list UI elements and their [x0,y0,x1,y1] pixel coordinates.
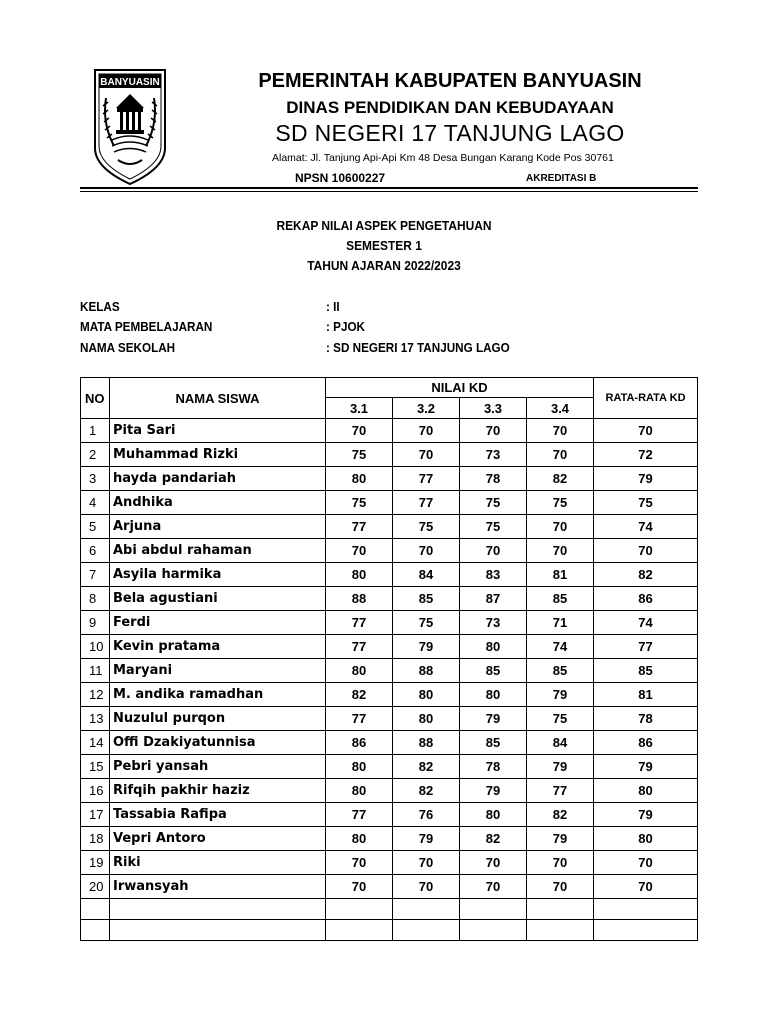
row-number: 13 [81,707,110,731]
kd-score: 83 [460,563,527,587]
kd-score: 82 [460,827,527,851]
kd-score: 82 [393,755,460,779]
average-score: 74 [594,515,698,539]
kd-score: 85 [527,587,594,611]
kd-score: 80 [326,779,393,803]
info-label-subject: MATA PEMBELAJARAN [80,319,213,334]
student-name: Ferdi [110,611,326,635]
table-row [81,659,698,683]
gov-name: PEMERINTAH KABUPATEN BANYUASIN [258,70,642,92]
kd-score: 70 [527,419,594,443]
table-row [81,491,698,515]
kd-score: 79 [527,827,594,851]
empty-cell [110,899,326,920]
kd-score: 77 [527,779,594,803]
student-name: Pita Sari [110,419,326,443]
student-name: Abi abdul rahaman [110,539,326,563]
student-name: Irwansyah [110,875,326,899]
row-number: 15 [81,755,110,779]
kd-score: 82 [326,683,393,707]
average-score: 85 [594,659,698,683]
student-name: Nuzulul purqon [110,707,326,731]
student-name: Tassabia Rafipa [110,803,326,827]
row-number: 18 [81,827,110,851]
kd-score: 75 [460,515,527,539]
kd-score: 76 [393,803,460,827]
kd-score: 75 [460,491,527,515]
empty-cell [81,899,110,920]
school-address: Alamat: Jl. Tanjung Api-Api Km 48 Desa Bungan Karang Kode Pos 30761 [272,152,614,164]
average-score: 78 [594,707,698,731]
empty-cell [326,899,393,920]
student-name: Andhika [110,491,326,515]
student-name: Offi Dzakiyatunnisa [110,731,326,755]
row-number: 14 [81,731,110,755]
kd-score: 70 [527,539,594,563]
empty-cell [81,920,110,941]
table-row [81,827,698,851]
empty-cell [393,920,460,941]
kd-score: 82 [527,467,594,491]
average-score: 86 [594,731,698,755]
kd-score: 75 [527,491,594,515]
kd-score: 70 [393,539,460,563]
kd-score: 70 [460,419,527,443]
kd-score: 70 [527,875,594,899]
average-score: 70 [594,419,698,443]
kd-score: 70 [460,539,527,563]
kd-score: 80 [326,755,393,779]
row-number: 8 [81,587,110,611]
dept-name: DINAS PENDIDIKAN DAN KEBUDAYAAN [286,98,614,117]
kd-score: 80 [393,707,460,731]
kd-score: 74 [527,635,594,659]
kd-score: 75 [527,707,594,731]
empty-cell [393,899,460,920]
row-number: 1 [81,419,110,443]
average-score: 74 [594,611,698,635]
kd-score: 77 [326,803,393,827]
header-kd-3-2: 3.2 [393,398,460,419]
average-score: 81 [594,683,698,707]
student-name: hayda pandariah [110,467,326,491]
kd-score: 70 [326,539,393,563]
row-number: 9 [81,611,110,635]
average-score: 79 [594,803,698,827]
empty-cell [460,920,527,941]
student-name: Kevin pratama [110,635,326,659]
table-row [81,875,698,899]
kd-score: 70 [393,851,460,875]
header-rule [80,187,698,189]
kd-score: 70 [460,875,527,899]
table-row [81,731,698,755]
kd-score: 79 [527,755,594,779]
kd-score: 82 [393,779,460,803]
row-number: 17 [81,803,110,827]
kd-score: 84 [527,731,594,755]
kd-score: 88 [393,659,460,683]
info-value-class: : II [326,299,340,314]
header-kd-3-1: 3.1 [326,398,393,419]
report-title: REKAP NILAI ASPEK PENGETAHUAN [276,218,492,233]
kd-score: 79 [460,779,527,803]
table-row [81,443,698,467]
kd-score: 80 [460,683,527,707]
empty-row [81,899,698,920]
school-name: SD NEGERI 17 TANJUNG LAGO [275,120,625,146]
table-row [81,539,698,563]
empty-cell [527,920,594,941]
kd-score: 78 [460,755,527,779]
table-row [81,467,698,491]
average-score: 77 [594,635,698,659]
header-no: NO [81,378,110,419]
average-score: 79 [594,467,698,491]
kd-score: 85 [527,659,594,683]
kd-score: 78 [460,467,527,491]
kd-score: 70 [326,851,393,875]
student-name: Pebri yansah [110,755,326,779]
kd-score: 85 [460,731,527,755]
info-value-subject: : PJOK [326,319,366,334]
row-number: 19 [81,851,110,875]
kd-score: 81 [527,563,594,587]
kd-score: 70 [393,443,460,467]
info-label-school: NAMA SEKOLAH [80,340,176,355]
average-score: 72 [594,443,698,467]
empty-cell [326,920,393,941]
table-row [81,851,698,875]
accreditation: AKREDITASI B [526,173,597,184]
kd-score: 73 [460,443,527,467]
row-number: 20 [81,875,110,899]
table-row [81,707,698,731]
kd-score: 80 [460,635,527,659]
kd-score: 85 [393,587,460,611]
empty-cell [110,920,326,941]
academic-year: TAHUN AJARAN 2022/2023 [307,258,461,273]
npsn: NPSN 10600227 [295,171,386,185]
student-name: Asyila harmika [110,563,326,587]
header-kd-3-4: 3.4 [527,398,594,419]
average-score: 70 [594,539,698,563]
row-number: 11 [81,659,110,683]
kd-score: 77 [326,611,393,635]
kd-score: 84 [393,563,460,587]
kd-score: 88 [326,587,393,611]
kd-score: 79 [393,827,460,851]
kd-score: 70 [527,515,594,539]
kd-score: 80 [326,563,393,587]
table-row [81,563,698,587]
kd-score: 77 [326,635,393,659]
student-name: Maryani [110,659,326,683]
semester: SEMESTER 1 [346,238,422,253]
row-number: 2 [81,443,110,467]
row-number: 4 [81,491,110,515]
table-row [81,635,698,659]
row-number: 7 [81,563,110,587]
kd-score: 75 [326,491,393,515]
kd-score: 80 [460,803,527,827]
empty-cell [594,920,698,941]
banyuasin-logo [92,68,168,186]
empty-cell [527,899,594,920]
header-nilai-kd: NILAI KD [326,378,594,398]
average-score: 70 [594,851,698,875]
kd-score: 70 [326,875,393,899]
row-number: 6 [81,539,110,563]
kd-score: 82 [527,803,594,827]
kd-score: 75 [393,611,460,635]
table-row [81,803,698,827]
average-score: 82 [594,563,698,587]
table-row [81,419,698,443]
table-row [81,515,698,539]
average-score: 86 [594,587,698,611]
student-name: Riki [110,851,326,875]
table-row [81,611,698,635]
kd-score: 87 [460,587,527,611]
table-row [81,779,698,803]
info-label-class: KELAS [80,299,120,314]
row-number: 10 [81,635,110,659]
kd-score: 80 [326,827,393,851]
kd-score: 85 [460,659,527,683]
kd-score: 86 [326,731,393,755]
kd-score: 79 [393,635,460,659]
row-number: 12 [81,683,110,707]
row-number: 16 [81,779,110,803]
kd-score: 77 [326,707,393,731]
kd-score: 80 [326,467,393,491]
kd-score: 70 [393,875,460,899]
kd-score: 77 [326,515,393,539]
header-name: NAMA SISWA [110,378,326,419]
average-score: 79 [594,755,698,779]
kd-score: 73 [460,611,527,635]
kd-score: 75 [393,515,460,539]
kd-score: 88 [393,731,460,755]
row-number: 5 [81,515,110,539]
kd-score: 79 [460,707,527,731]
kd-score: 77 [393,467,460,491]
header-kd-3-3: 3.3 [460,398,527,419]
svg-text:BANYUASIN: BANYUASIN [100,77,160,88]
kd-score: 80 [326,659,393,683]
student-name: M. andika ramadhan [110,683,326,707]
info-value-school: : SD NEGERI 17 TANJUNG LAGO [326,340,510,355]
student-name: Bela agustiani [110,587,326,611]
kd-score: 77 [393,491,460,515]
kd-score: 79 [527,683,594,707]
header-average: RATA-RATA KD [594,378,698,419]
kd-score: 70 [393,419,460,443]
empty-row [81,920,698,941]
kd-score: 70 [326,419,393,443]
average-score: 80 [594,779,698,803]
average-score: 75 [594,491,698,515]
kd-score: 71 [527,611,594,635]
table-row [81,755,698,779]
student-name: Rifqih pakhir haziz [110,779,326,803]
student-name: Vepri Antoro [110,827,326,851]
student-name: Arjuna [110,515,326,539]
table-row [81,683,698,707]
average-score: 70 [594,875,698,899]
grades-table [80,377,698,941]
row-number: 3 [81,467,110,491]
empty-cell [460,899,527,920]
kd-score: 75 [326,443,393,467]
table-row [81,587,698,611]
kd-score: 70 [527,851,594,875]
header-rule-thin [80,191,698,192]
kd-score: 70 [527,443,594,467]
empty-cell [594,899,698,920]
kd-score: 70 [460,851,527,875]
average-score: 80 [594,827,698,851]
kd-score: 80 [393,683,460,707]
student-name: Muhammad Rizki [110,443,326,467]
